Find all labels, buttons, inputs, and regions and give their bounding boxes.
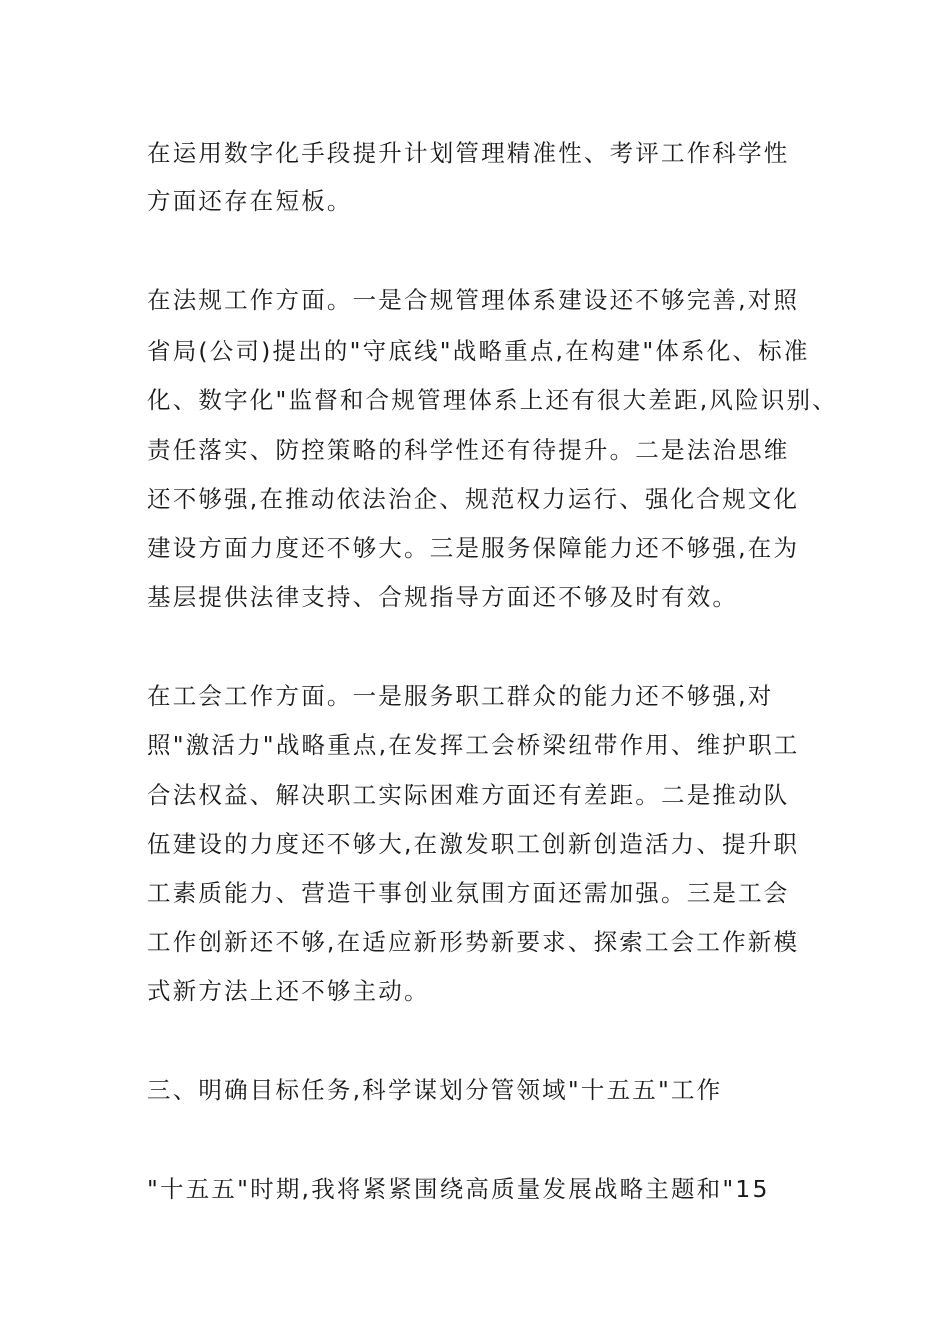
paragraph-legal-line-1: 在法规工作方面。一是合规管理体系建设还不够完善,对照 bbox=[147, 286, 800, 314]
paragraph-legal-line-7: 基层提供法律支持、合规指导方面还不够及时有效。 bbox=[147, 583, 739, 611]
paragraph-union-line-5: 工素质能力、营造干事创业氛围方面还需加强。三是工会 bbox=[147, 879, 790, 907]
paragraph-union-line-2: 照"激活力"战略重点,在发挥工会桥梁纽带作用、维护职工 bbox=[147, 731, 800, 759]
paragraph-union-line-7: 式新方法上还不够主动。 bbox=[147, 977, 430, 1005]
paragraph-digital-line-1: 在运用数字化手段提升计划管理精准性、考评工作科学性 bbox=[147, 139, 790, 167]
paragraph-union-line-1: 在工会工作方面。一是服务职工群众的能力还不够强,对 bbox=[147, 682, 774, 710]
paragraph-legal-line-6: 建设方面力度还不够大。三是服务保障能力还不够强,在为 bbox=[147, 534, 800, 562]
paragraph-fifteen-line-1: "十五五"时期,我将紧紧围绕高质量发展战略主题和"15 bbox=[147, 1175, 770, 1203]
paragraph-union-line-4: 伍建设的力度还不够大,在激发职工创新创造活力、提升职 bbox=[147, 830, 800, 858]
paragraph-union-line-6: 工作创新还不够,在适应新形势新要求、探索工会工作新模 bbox=[147, 928, 800, 956]
section-heading-three: 三、明确目标任务,科学谋划分管领域"十五五"工作 bbox=[147, 1076, 723, 1104]
paragraph-legal-line-4: 责任落实、防控策略的科学性还有待提升。二是法治思维 bbox=[147, 436, 790, 464]
paragraph-digital-line-2: 方面还存在短板。 bbox=[147, 187, 353, 215]
paragraph-legal-line-3: 化、数字化"监督和合规管理体系上还有很大差距,风险识别、 bbox=[147, 386, 838, 414]
paragraph-legal-line-5: 还不够强,在推动依法治企、规范权力运行、强化合规文化 bbox=[147, 485, 800, 513]
paragraph-union-line-3: 合法权益、解决职工实际困难方面还有差距。二是推动队 bbox=[147, 781, 790, 809]
paragraph-legal-line-2: 省局(公司)提出的"守底线"战略重点,在构建"体系化、标准 bbox=[147, 337, 810, 365]
